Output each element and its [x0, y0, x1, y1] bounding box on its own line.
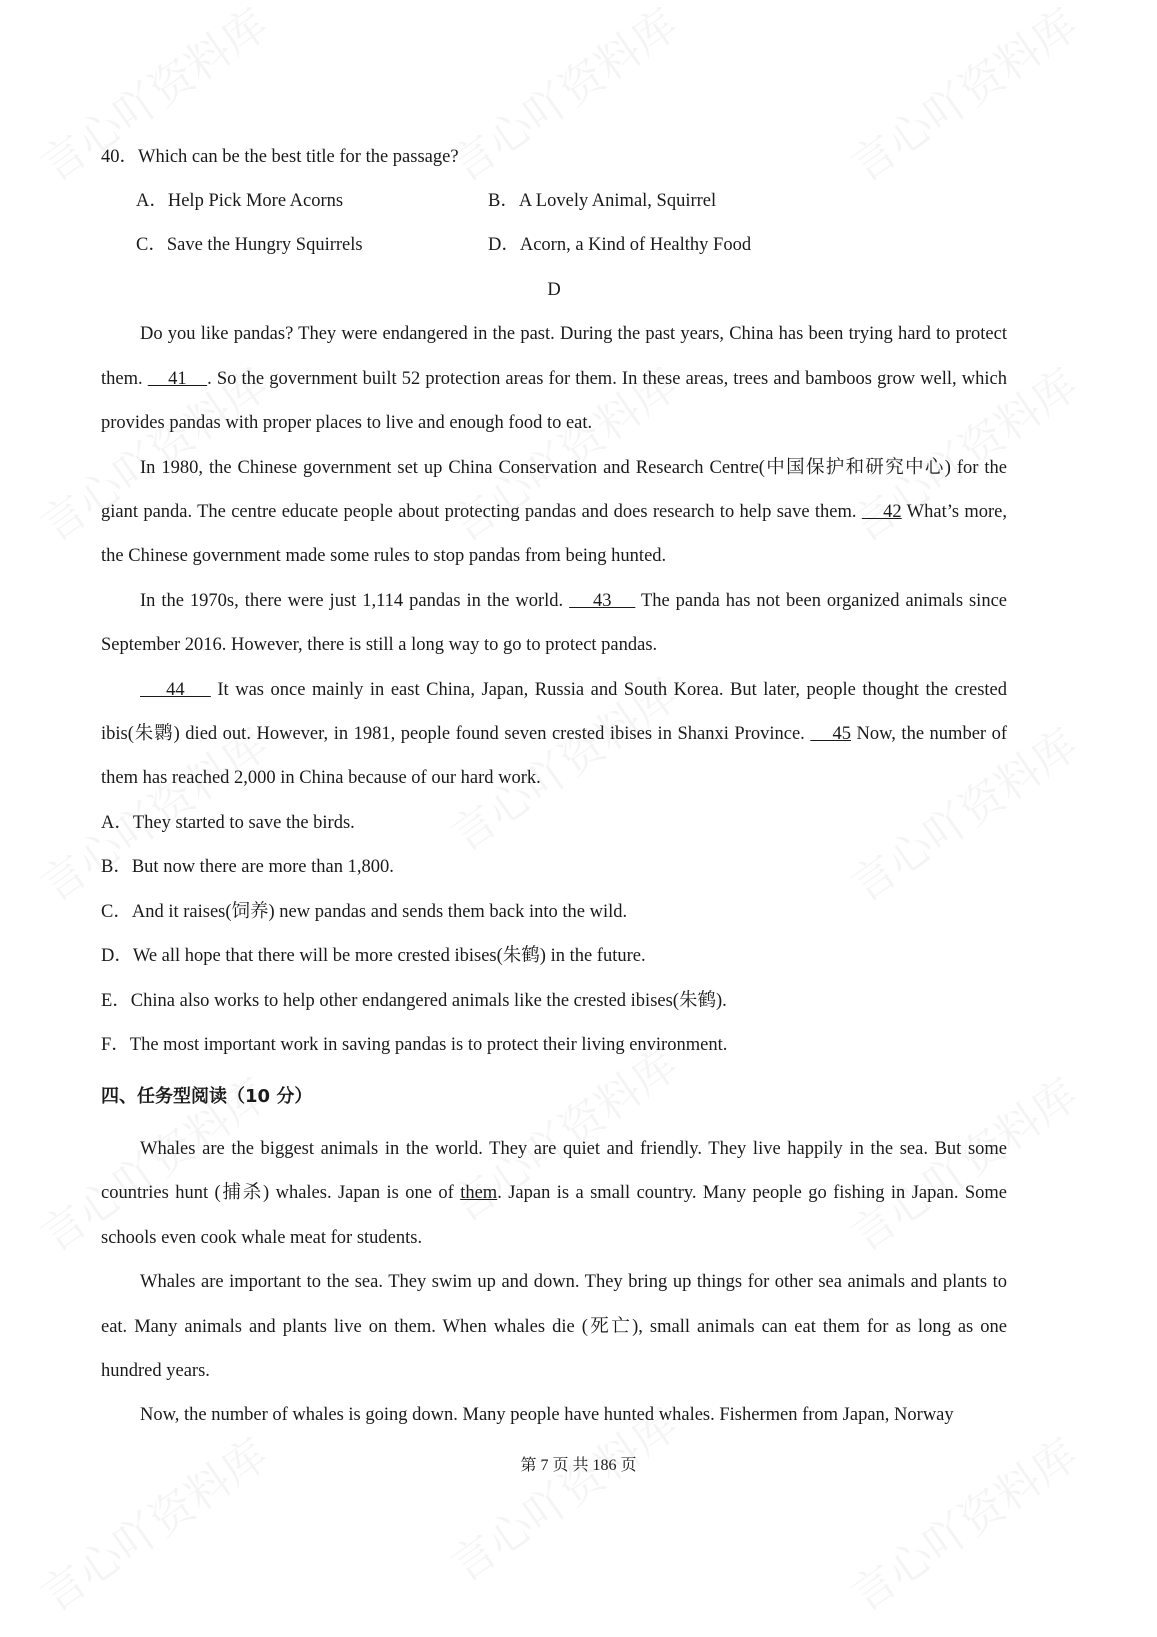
watermark — [436, 0, 689, 194]
text: Whales are the biggest animals in the world. They are quiet and friendly. They live happily in the sea. But some countries hunt (捕杀) whales. Japan is one of — [101, 1139, 1007, 1204]
text: . So the government built 52 protection areas for them. In these areas, trees and bamboos grow well, which provides pandas with proper places to live and enough food to eat. — [101, 368, 1007, 434]
blank-45: 45 — [810, 724, 851, 745]
section-heading: 四、任务型阅读（10 分） — [101, 1086, 313, 1107]
choice-b: B．But now there are more than 1,800. — [101, 857, 394, 878]
choice-a: A．They started to save the birds. — [101, 812, 355, 833]
blank-43: 43 — [569, 590, 636, 611]
text: In 1980, the Chinese government set up China Conservation and Research Centre(中国保护和研究中心) for the giant panda. The centre educate people about protecting pandas and does research to help save them. — [101, 457, 1007, 523]
watermark — [836, 0, 1089, 194]
text: The panda has not been organized animals since September 2016. However, there is still a long way to go to protect pandas. — [101, 590, 1007, 656]
paragraph — [101, 446, 1007, 579]
underlined-word: them — [460, 1183, 498, 1204]
text: In the 1970s, there were just 1,114 pandas in the world. — [140, 590, 570, 611]
blank-42: 42 — [861, 502, 902, 523]
text: What’s more, the Chinese government made some rules to stop pandas from being hunted. — [101, 502, 1008, 567]
blank-44: 44 — [140, 679, 211, 700]
passage-label: D — [547, 280, 561, 300]
text: . Japan is a small country. Many people go fishing in Japan. Some schools even cook whale meat for students. — [101, 1183, 1007, 1248]
choice-e: E．China also works to help other endangered animals like the crested ibises(朱鹤). — [101, 990, 727, 1011]
choice-d: D．We all hope that there will be more crested ibises(朱鹤) in the future. — [101, 946, 646, 967]
option-c: C．Save the Hungry Squirrels — [136, 235, 363, 255]
text: Now, the number of them has reached 2,000 in China because of our hard work. — [101, 724, 1008, 789]
paragraph — [101, 1127, 1007, 1260]
blank-41: 41 — [147, 368, 208, 389]
page-footer: 第 7 页 共 186 页 — [520, 1457, 637, 1474]
paragraph: Whales are important to the sea. They swim up and down. They bring up things for other sea animals and plants to eat. Many animals and plants live on them. When whales die (死亡), small animals can eat them for as long as one hundred years. — [101, 1272, 1007, 1382]
paragraph — [101, 579, 1007, 668]
question-40: 40．Which can be the best title for the passage? — [101, 147, 459, 167]
section4-passage — [101, 1127, 1007, 1438]
paragraph — [101, 668, 1007, 801]
text: It was once mainly in east China, Japan, Russia and South Korea. But later, people thought the crested ibis(朱鹮) died out. However, in 1981, people found seven crested ibises in Shanxi Province. — [101, 679, 1007, 745]
watermark — [26, 1420, 279, 1624]
option-a: A．Help Pick More Acorns — [136, 191, 344, 211]
paragraph: Now, the number of whales is going down. Many people have hunted whales. Fishermen from Japan, Norway — [140, 1405, 954, 1426]
choice-c: C．And it raises(饲养) new pandas and sends them back into the wild. — [101, 901, 628, 922]
passage-d — [101, 268, 1007, 1067]
paragraph — [101, 312, 1007, 445]
text: Do you like pandas? They were endangered in the past. During the past years, China has been trying hard to protect them. — [101, 324, 1007, 389]
option-d: D．Acorn, a Kind of Healthy Food — [488, 235, 752, 255]
choice-f: F．The most important work in saving pandas is to protect their living environment. — [101, 1034, 728, 1055]
option-b: B．A Lovely Animal, Squirrel — [488, 191, 717, 211]
watermark — [836, 1420, 1089, 1624]
